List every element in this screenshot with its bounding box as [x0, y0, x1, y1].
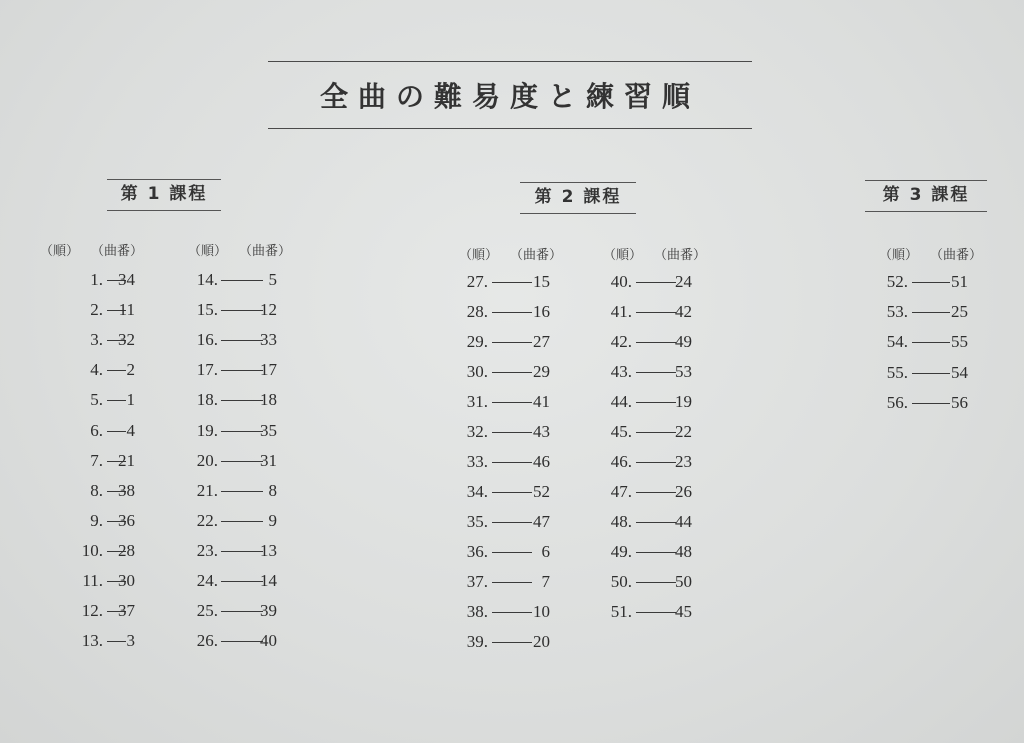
order-number: 31. — [466, 392, 488, 411]
order-number: 12. — [81, 601, 103, 621]
order-number: 24. — [196, 571, 218, 590]
song-number: 46 — [533, 452, 550, 471]
list-item — [0, 450, 1024, 474]
list-item — [0, 270, 1024, 294]
leader-dash — [636, 522, 676, 523]
order-number: 37. — [466, 572, 488, 591]
title-block — [268, 61, 752, 129]
song-number: 13 — [260, 540, 277, 560]
order-number: 3. — [90, 330, 103, 350]
column-header — [459, 244, 562, 263]
leader-dash — [912, 282, 950, 283]
song-number: 37 — [118, 601, 135, 621]
order-number: 36. — [466, 542, 488, 561]
song-number: 23 — [675, 452, 692, 471]
list-item — [0, 600, 1024, 624]
song-number: 18 — [260, 390, 277, 410]
song-number: 44 — [675, 512, 692, 531]
order-number: 6. — [90, 420, 103, 440]
title-rule-bottom — [268, 128, 752, 129]
song-number: 53 — [675, 362, 692, 381]
order-number: 53. — [886, 302, 908, 322]
column-header — [40, 240, 143, 259]
song-number: 5 — [268, 270, 277, 289]
song-number: 3 — [126, 631, 135, 651]
song-number: 48 — [675, 542, 692, 561]
order-number: 28. — [466, 302, 488, 321]
song-number: 54 — [951, 362, 968, 382]
order-number: 29. — [466, 332, 488, 351]
order-number: 21. — [196, 480, 218, 500]
song-number: 26 — [675, 482, 692, 501]
song-number: 7 — [541, 572, 550, 591]
song-number: 15 — [533, 272, 550, 291]
song-number: 34 — [118, 270, 135, 289]
song-number: 29 — [533, 362, 550, 381]
song-number: 11 — [118, 300, 135, 320]
section-heading-course-3: 第 3 課程 — [865, 180, 987, 212]
order-number: 11. — [82, 571, 103, 590]
order-number: 34. — [466, 482, 488, 501]
header-order-label: （順） — [40, 244, 80, 259]
order-number: 38. — [466, 602, 488, 621]
song-number: 42 — [675, 302, 692, 321]
song-number: 10 — [533, 602, 550, 621]
list-item — [0, 420, 1024, 444]
order-number: 52. — [886, 272, 908, 291]
leader-dash — [636, 552, 676, 553]
song-number: 51 — [951, 272, 968, 291]
order-number: 47. — [610, 482, 632, 501]
leader-dash — [912, 373, 950, 374]
song-number: 39 — [260, 601, 277, 621]
song-number: 56 — [951, 392, 968, 412]
order-number: 49. — [610, 542, 632, 561]
order-number: 15. — [196, 300, 218, 320]
header-order-label: （順） — [459, 248, 499, 263]
song-number: 19 — [675, 392, 692, 411]
order-number: 50. — [610, 572, 632, 591]
order-number: 32. — [466, 422, 488, 441]
order-number: 56. — [886, 392, 908, 412]
leader-dash — [912, 403, 950, 404]
order-number: 4. — [90, 360, 103, 380]
list-item — [0, 391, 1024, 415]
order-number: 20. — [196, 450, 218, 470]
song-number: 55 — [951, 332, 968, 352]
song-number: 30 — [118, 571, 135, 590]
order-number: 9. — [90, 510, 103, 530]
leader-dash — [636, 612, 676, 613]
song-number: 49 — [675, 332, 692, 351]
section-heading-course-2: 第 2 課程 — [520, 182, 636, 214]
order-number: 1. — [90, 270, 103, 289]
order-number: 8. — [90, 480, 103, 500]
song-number: 28 — [118, 540, 135, 560]
song-number: 8 — [268, 480, 277, 500]
song-number: 20 — [533, 632, 550, 651]
song-number: 32 — [118, 330, 135, 350]
song-number: 52 — [533, 482, 550, 501]
order-number: 16. — [196, 330, 218, 350]
leader-dash — [636, 492, 676, 493]
list-item — [0, 300, 1024, 324]
leader-dash — [636, 582, 676, 583]
order-number: 7. — [90, 450, 103, 470]
leader-dash — [636, 462, 676, 463]
header-song-label: （曲番） — [510, 248, 563, 263]
order-number: 48. — [610, 512, 632, 531]
order-number: 44. — [610, 392, 632, 411]
song-number: 40 — [260, 631, 277, 651]
order-number: 13. — [81, 631, 103, 651]
header-song-label: （曲番） — [239, 244, 292, 259]
order-number: 42. — [610, 332, 632, 351]
order-number: 14. — [196, 270, 218, 289]
order-number: 5. — [90, 390, 103, 410]
song-number: 2 — [126, 360, 135, 380]
song-number: 25 — [951, 302, 968, 322]
leader-dash — [636, 432, 676, 433]
song-number: 17 — [260, 360, 277, 380]
header-song-label: （曲番） — [91, 244, 144, 259]
page-title: 全曲の難易度と練習順 — [319, 80, 700, 113]
song-number: 35 — [260, 420, 277, 440]
song-number: 1 — [126, 390, 135, 410]
order-number: 46. — [610, 452, 632, 471]
song-number: 14 — [260, 571, 277, 590]
order-number: 18. — [196, 390, 218, 410]
song-number: 22 — [675, 422, 692, 441]
song-number: 16 — [533, 302, 550, 321]
song-number: 45 — [675, 602, 692, 621]
song-number: 27 — [533, 332, 550, 351]
list-item — [0, 540, 1024, 564]
song-number: 41 — [533, 392, 550, 411]
order-number: 40. — [610, 272, 632, 291]
list-item — [0, 330, 1024, 354]
order-number: 27. — [466, 272, 488, 291]
leader-dash — [912, 312, 950, 313]
column-header — [879, 244, 982, 263]
title-rule-top — [268, 61, 752, 62]
leader-dash — [492, 642, 532, 643]
order-number: 39. — [466, 632, 488, 651]
order-number: 19. — [196, 420, 218, 440]
order-number: 25. — [196, 601, 218, 621]
header-order-label: （順） — [188, 244, 228, 259]
song-number: 38 — [118, 480, 135, 500]
song-number: 4 — [126, 420, 135, 440]
leader-dash — [912, 342, 950, 343]
order-number: 45. — [610, 422, 632, 441]
song-number: 47 — [533, 512, 550, 531]
order-number: 51. — [610, 602, 632, 621]
song-number: 43 — [533, 422, 550, 441]
header-song-label: （曲番） — [654, 248, 707, 263]
song-number: 31 — [260, 450, 277, 470]
list-item — [0, 570, 1024, 594]
section-heading-course-1: 第 1 課程 — [107, 179, 221, 211]
song-number: 21 — [118, 450, 135, 470]
order-number: 55. — [886, 362, 908, 382]
column-header — [188, 240, 291, 259]
order-number: 41. — [610, 302, 632, 321]
order-number: 2. — [90, 300, 103, 320]
order-number: 23. — [196, 540, 218, 560]
column-header — [603, 244, 706, 263]
list-item — [0, 630, 1024, 654]
header-order-label: （順） — [603, 248, 643, 263]
list-item — [0, 480, 1024, 504]
song-number: 12 — [260, 300, 277, 320]
order-number: 30. — [466, 362, 488, 381]
header-song-label: （曲番） — [930, 248, 983, 263]
order-number: 10. — [81, 540, 103, 560]
order-number: 33. — [466, 452, 488, 471]
list-item — [0, 361, 1024, 385]
order-number: 54. — [886, 332, 908, 352]
order-number: 22. — [196, 510, 218, 530]
order-number: 35. — [466, 512, 488, 531]
song-number: 6 — [541, 542, 550, 561]
song-number: 50 — [675, 572, 692, 591]
song-number: 36 — [118, 510, 135, 530]
song-number: 9 — [268, 510, 277, 530]
song-number: 33 — [260, 330, 277, 350]
list-item — [0, 510, 1024, 534]
order-number: 17. — [196, 360, 218, 380]
song-number: 24 — [675, 272, 692, 291]
order-number: 43. — [610, 362, 632, 381]
header-order-label: （順） — [879, 248, 919, 263]
order-number: 26. — [196, 631, 218, 651]
